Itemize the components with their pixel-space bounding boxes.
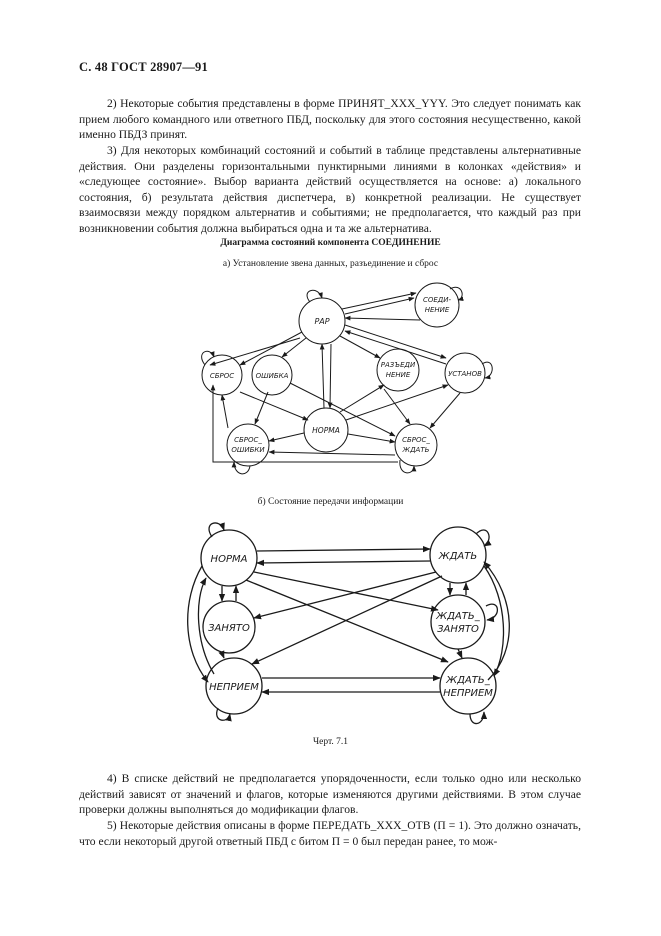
state-diagram-b <box>0 515 661 725</box>
label-zhdat: ЖДАТЬ <box>438 551 478 562</box>
label-sbros-zhdat-1: СБРОС_ <box>402 436 430 444</box>
label-sbros-oshibki-2: ОШИБКИ <box>231 446 265 454</box>
label-ustanov: УСТАНОВ <box>448 370 482 378</box>
paragraph-4: 4) В списке действий не предполагается упорядоченности, если только одно или несколько действий зависят от значений и флагов, которые изменяются другими действиями. В этом случае проверки должны выполняться до модификации флагов. <box>79 772 581 817</box>
label-norma-a: НОРМА <box>312 426 340 435</box>
label-razedinenie-1: РАЗЪЕДИ <box>380 361 416 369</box>
figure-number: Черт. 7.1 <box>312 737 349 747</box>
label-nepriem: НЕПРИЕМ <box>209 682 259 693</box>
caption-b: б) Состояние передачи информации <box>257 497 404 507</box>
node-sbros-zhdat <box>395 424 437 466</box>
node-sbros-oshibki <box>227 424 269 466</box>
label-norma-b: НОРМА <box>210 554 248 565</box>
label-zhdat-zanyato-1: ЖДАТЬ_ <box>436 611 480 622</box>
paragraph-3: 3) Для некоторых комбинаций состояний и событий в таблице представлены альтернативные действия. Они разделены горизонтальными пунктирными линиями в колонках «действия» и «следующее состояние». Выбор варианта действий осуществляется на основе: а) локального состояния, б) результата действия диспетчера, в) конкретной реализации. Не существует взаимосвязи между порядком альтернатив и событиями; не предполагается, что каждый раз при возникновении события должна выбираться одна и та же альтернатива. <box>79 144 581 235</box>
node-soedinenie <box>415 283 459 327</box>
label-soedinenie-2: НЕНИЕ <box>424 306 450 314</box>
caption-a: а) Установление звена данных, разъединение и сброс <box>222 259 439 269</box>
label-zanyato: ЗАНЯТО <box>208 623 250 634</box>
node-zhdat-nepriem <box>440 658 496 714</box>
label-rar: РАР <box>314 317 330 326</box>
label-zhdat-nepriem-2: НЕПРИЕМ <box>443 688 493 699</box>
node-zhdat-zanyato <box>431 595 485 649</box>
label-sbros-zhdat-2: ЖДАТЬ <box>402 446 430 454</box>
label-zhdat-nepriem-1: ЖДАТЬ_ <box>446 675 490 686</box>
node-razedinenie <box>377 349 419 391</box>
paragraph-5: 5) Некоторые действия описаны в форме ПЕРЕДАТЬ_XXX_ОТВ (П = 1). Это должно означать, что если некоторый другой ответный ПБД с битом П = 0 был передан ранее, то мож- <box>79 819 581 848</box>
label-sbros-oshibki-1: СБРОС_ <box>234 436 262 444</box>
label-oshibka: ОШИБКА <box>255 372 289 380</box>
label-razedinenie-2: НЕНИЕ <box>385 371 411 379</box>
figure-title: Диаграмма состояний компонента СОЕДИНЕНИЕ <box>220 238 441 248</box>
label-sbros: СБРОС <box>209 372 235 380</box>
paragraph-2: 2) Некоторые события представлены в форме ПРИНЯТ_XXX_YYY. Это следует понимать как прием любого командного или ответного ПБД, поскольку для этого состояния несущественно, какой именно ПБДЗ принят. <box>79 97 581 142</box>
label-soedinenie-1: СОЕДИ- <box>422 296 452 304</box>
label-zhdat-zanyato-2: ЗАНЯТО <box>437 624 479 635</box>
page-header: С. 48 ГОСТ 28907—91 <box>79 60 208 74</box>
state-diagram-a <box>0 280 661 480</box>
